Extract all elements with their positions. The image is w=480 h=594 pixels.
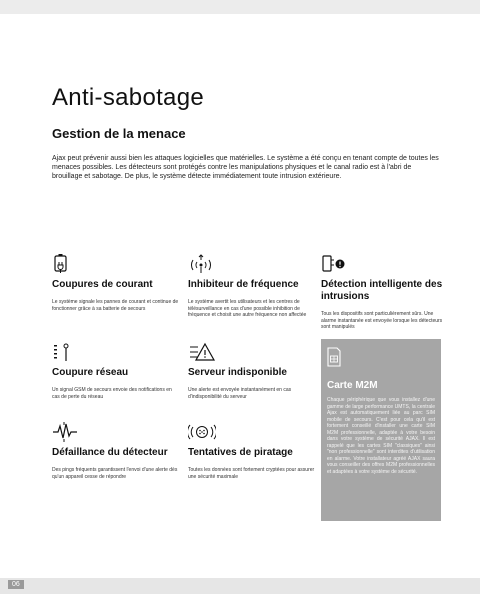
battery-plug-icon bbox=[52, 253, 180, 275]
feature-description: Tous les dispositifs sont particulièrement sûrs. Une alarme instantanée est envoyée lorsque les détecteurs sont manipulés bbox=[321, 311, 443, 330]
feature-tamper-detection bbox=[321, 253, 449, 331]
feature-description: Le système avertit les utilisateurs et les centres de télésurveillance en cas d'une possible inhibition de fréquence et choisit une autre fréquence non affectée bbox=[188, 299, 307, 318]
feature-server-unavailable bbox=[188, 341, 316, 400]
feature-description: Un signal GSM de secours envoie des notifications en cas de perte du réseau bbox=[52, 387, 172, 400]
m2m-card-box bbox=[321, 339, 441, 521]
page-number: 06 bbox=[8, 580, 24, 589]
feature-description: Une alerte est envoyée instantanément en cas d'indisponibilité du serveur bbox=[188, 387, 292, 400]
section-title: Gestion de la menace bbox=[52, 126, 186, 141]
encrypted-radio-icon bbox=[188, 421, 316, 443]
smart-tamper-icon bbox=[321, 253, 449, 275]
feature-title: Serveur indisponible bbox=[188, 367, 287, 378]
m2m-title: Carte M2M bbox=[327, 380, 378, 391]
feature-detector-failure bbox=[52, 421, 180, 480]
sim-card-icon bbox=[327, 347, 341, 372]
feature-title: Coupure réseau bbox=[52, 367, 129, 378]
feature-network-outage bbox=[52, 341, 180, 400]
feature-jammer bbox=[188, 253, 316, 319]
feature-title: Tentatives de piratage bbox=[188, 447, 293, 458]
feature-description: Des pings fréquents garantissent l'envoi d'une alerte dès qu'un appareil cesse de répondre bbox=[52, 467, 178, 480]
feature-title: Inhibiteur de fréquence bbox=[188, 279, 299, 290]
feature-hacking-attempts bbox=[188, 421, 316, 480]
server-warning-icon bbox=[188, 341, 316, 363]
intro-paragraph: Ajax peut prévenir aussi bien les attaques logicielles que matérielles. Le système a été conçu en tenant compte de toutes les menaces possibles. Les détecteurs sont protégés contre les manipulations physiques et le canal radio est à l'abri de brouillage et sabotage. De plus, le système détecte immédiatement toute intrusion extérieure. bbox=[52, 155, 439, 180]
feature-title: Détection intelligente des intrusions bbox=[321, 279, 443, 302]
footer-band bbox=[0, 578, 480, 594]
feature-title: Défaillance du détecteur bbox=[52, 447, 168, 458]
top-band bbox=[0, 0, 480, 14]
signal-jammer-icon bbox=[188, 253, 316, 275]
page-title: Anti-sabotage bbox=[52, 84, 205, 111]
feature-power-outage bbox=[52, 253, 180, 312]
feature-title: Coupures de courant bbox=[52, 279, 153, 290]
detector-failure-icon bbox=[52, 421, 180, 443]
m2m-description: Chaque périphérique que vous installez d'une gamme de large performance UMTS, la centrale Ajax est automatiquement liée au parc SIM mobile de secours. C'est pour cela qu'il est fortement conseillé d'installer une carte SIM M2M professionnelle, adaptée à votre besoin dans votre système de sécurité AJAX. Il est rappelé que les cartes SIM "classiques" ainsi "non professionnelle" sont interdites d'utilisation en alarme. Votre installateur agréé AJAX saura vous conseiller des offres M2M professionnelles et adaptées à votre système de sécurité. bbox=[327, 397, 435, 475]
network-outage-icon bbox=[52, 341, 180, 363]
feature-description: Le système signale les pannes de courant et continue de fonctionner grâce à sa batterie de secours bbox=[52, 299, 179, 312]
feature-description: Toutes les données sont fortement cryptées pour assurer une sécurité maximale bbox=[188, 467, 315, 480]
